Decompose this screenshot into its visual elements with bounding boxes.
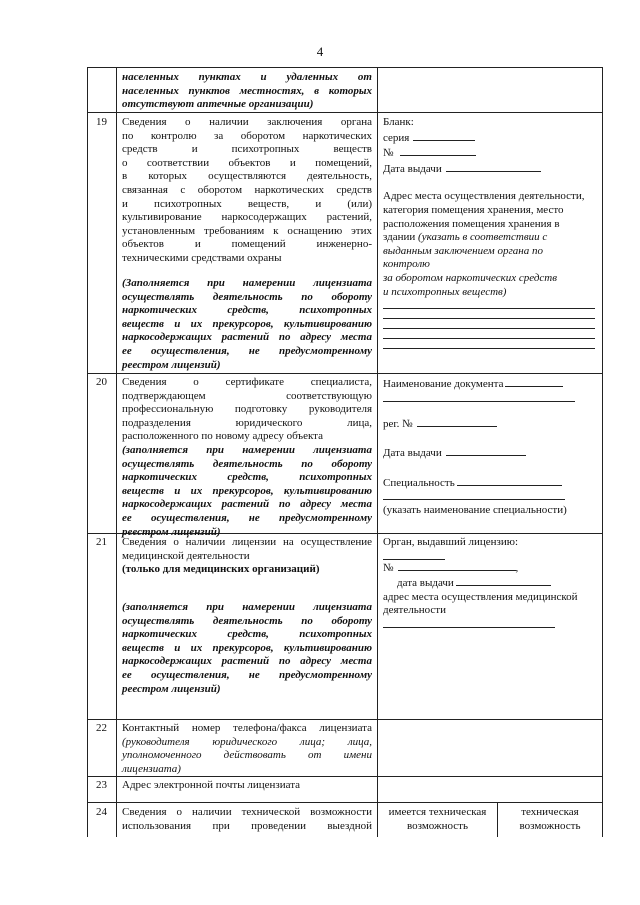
issuer-field[interactable] [383, 550, 445, 560]
address-line-field[interactable] [383, 329, 595, 339]
doc-name-field[interactable] [505, 376, 563, 387]
row19-note: (Заполняется при намерении лицензиата осуществлять деятельность по обороту наркотических средств, психотропных веществ и их прекурсоров, культивированию наркосодержащих растений по адресу места ее осуществления, не предусмотренному реестром лицензий) [122, 277, 372, 371]
technical-possibility-option[interactable]: имеется техническая возможность [388, 806, 487, 832]
license-number-field[interactable] [398, 560, 516, 571]
row21-description: Сведения о наличии лицензии на осуществление медицинской деятельности (только для медицинских организаций) [122, 536, 372, 576]
row-top-note: населенных пунктах и удаленных от населенных пунктов местностях, в которых отсутствуют аптечные организации) [122, 71, 372, 111]
row20-form: Наименование документа рег. № Дата выдачи Специальность (указать наименование специальности) [383, 376, 599, 518]
row-number: 23 [96, 779, 107, 791]
number-field[interactable] [400, 145, 476, 156]
reg-number-field[interactable] [417, 416, 497, 427]
doc-name-field-2[interactable] [383, 392, 575, 402]
page-number: 4 [316, 44, 324, 59]
row19-description: Сведения о наличии заключения органа по контролю за оборотом наркотических средств и психотропных веществ о соответствии объектов и помещений, в которых осуществляются деятельность, связанная с оборотом наркотических средств и психотропных веществ, и (или) культивирование наркосодержащих растений, установленным требованиям к оснащению этих объектов и помещений инженерно- техническими средствами охраны [122, 116, 372, 264]
row20-description: Сведения о сертификате специалиста, подтверждающем соответствующую профессиональную подготовку руководителя подразделения юридического лица, расположенного по новому адресу объекта [122, 376, 372, 443]
specialty-field-2[interactable] [383, 490, 565, 500]
series-field[interactable] [413, 130, 475, 141]
row-number: 22 [96, 722, 107, 734]
row23-description: Адрес электронной почты лицензиата [122, 779, 301, 791]
address-line-field[interactable] [383, 319, 595, 329]
issue-date-field[interactable] [446, 161, 541, 172]
row21-form: Орган, выдавший лицензию: № , дата выдачи адрес места осуществления медицинской деятельности [383, 536, 599, 628]
no-technical-possibility-option[interactable]: техническая возможность [519, 806, 581, 832]
row24-description: Сведения о наличии технической возможности использования при проведении выездной [122, 806, 372, 832]
license-date-field[interactable] [456, 575, 551, 586]
row22-description: Контактный номер телефона/факса лицензиата (руководителя юридического лица; лица, уполномоченного действовать от имени лицензиата) [122, 722, 372, 775]
row19-form: Бланк: серия № Дата выдачи Адрес места осуществления деятельности, категория помещения хранения, место расположения помещения хранения в здании (указать в соответствии с выданным заключением органа по контролю за оборотом наркотических средств и психотропных веществ) [383, 116, 599, 349]
row-number: 21 [96, 536, 107, 548]
medical-orgs-note: (только для медицинских организаций) [122, 563, 320, 576]
medical-address-field[interactable] [383, 618, 555, 628]
blank-label: Бланк: [383, 116, 414, 128]
specialty-hint: (указать наименование специальности) [383, 504, 567, 517]
row20-note: (заполняется при намерении лицензиата осуществлять деятельность по обороту наркотических средств, психотропных веществ и их прекурсоров, культивированию наркосодержащих растений по адресу места ее осуществления, не предусмотренному реестром лицензий) [122, 444, 372, 538]
address-line-field[interactable] [383, 299, 595, 309]
row-number: 20 [96, 376, 107, 388]
specialty-field[interactable] [457, 475, 562, 486]
row-number: 19 [96, 116, 107, 128]
address-line-field[interactable] [383, 309, 595, 319]
issue-date-field[interactable] [446, 445, 526, 456]
address-line-field[interactable] [383, 339, 595, 349]
row21-note: (заполняется при намерении лицензиата осуществлять деятельность по обороту наркотических средств, психотропных веществ и их прекурсоров, культивированию наркосодержащих растений по адресу места ее осуществления, не предусмотренному реестром лицензий) [122, 601, 372, 695]
row-number: 24 [96, 806, 107, 818]
